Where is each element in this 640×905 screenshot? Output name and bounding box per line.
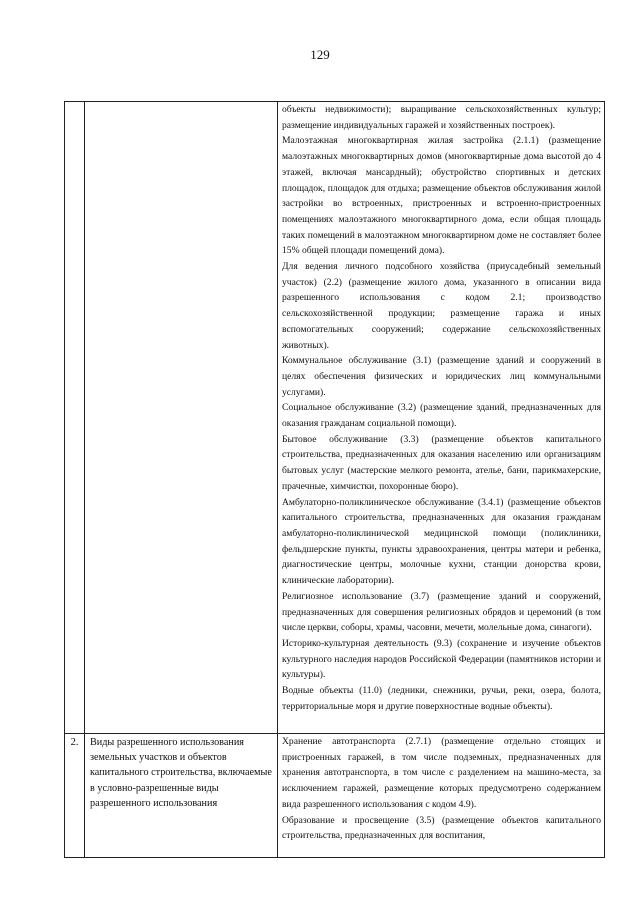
land-use-table — [64, 101, 605, 858]
land-use-entry: Коммунальное обслуживание (3.1) (размещение зданий и сооружений в целях обеспечения физических и юридических лиц коммунальными услугами). — [282, 355, 601, 398]
land-use-entry: Социальное обслуживание (3.2) (размещение зданий, предназначенных для оказания гражданам социальной помощи). — [282, 402, 601, 430]
row-number-cell — [65, 102, 85, 734]
land-use-entry: Бытовое обслуживание (3.3) (размещение объектов капитального строительства, предназначенных для оказания населению или организациям бытовых услуг (мастерские мелкого ремонта, ателье, бани, парикмахерские, прачечные, химчистки, похоронные бюро). — [282, 433, 601, 492]
row-name-cell: Виды разрешенного использования земельных участков и объектов капитального строительства, включаемые в условно-разрешенные виды разрешенного использования — [85, 734, 278, 858]
land-use-entry: объекты недвижимости); выращивание сельскохозяйственных культур; размещение индивидуальных гаражей и хозяйственных построек). — [282, 104, 601, 131]
page-number: 129 — [310, 47, 330, 62]
land-use-entry: Для ведения личного подсобного хозяйства (приусадебный земельный участок) (2.2) (размещение жилого дома, указанного в описании вида разрешенного использования с кодом 2.1; производство сельскохозяйственной продукции; размещение гаража и иных вспомогательных сооружений; содержание сельскохозяйственных животных). — [282, 261, 601, 351]
land-use-entry: Амбулаторно-поликлиническое обслуживание (3.4.1) (размещение объектов капитального строительства, предназначенных для оказания гражданам амбулаторно-поликлинической медицинской помощи (поликлиники, фельдшерские пункты, пункты здравоохранения, центры матери и ребенка, диагностические центры, молочные кухни, станции донорства крови, клинические лаборатории). — [282, 496, 601, 587]
row-number-cell: 2. — [65, 734, 85, 858]
land-use-entry: Религиозное использование (3.7) (размещение зданий и сооружений, предназначенных для совершения религиозных обрядов и церемоний (в том числе церкви, соборы, храмы, часовни, мечети, молельные дома, синагоги). — [282, 590, 601, 634]
land-use-entry: Хранение автотранспорта (2.7.1) (размещение отдельно стоящих и пристроенных гаражей, в том числе подземных, предназначенных для хранения автотранспорта, в том числе с разделением на машино-места, за исключением гаражей, размещение которых предусмотрено содержанием вида разрешенного использования с кодом 4.9). — [282, 736, 601, 810]
land-use-entry: Историко-культурная деятельность (9.3) (сохранение и изучение объектов культурного наследия народов Российской Федерации (памятников истории и культуры). — [282, 637, 601, 681]
row-content-cell — [278, 734, 605, 858]
row-name-cell — [85, 102, 278, 734]
row-content-cell — [278, 102, 605, 734]
table-row — [65, 102, 605, 734]
land-use-entry: Образование и просвещение (3.5) (размещение объектов капитального строительства, предназначенных для воспитания, — [282, 814, 601, 842]
table-row — [65, 734, 605, 858]
land-use-entry: Водные объекты (11.0) (ледники, снежники, ручьи, реки, озера, болота, территориальные моря и другие поверхностные водные объекты). — [282, 685, 601, 712]
land-use-entry: Малоэтажная многоквартирная жилая застройка (2.1.1) (размещение малоэтажных многоквартирных домов (многоквартирные дома высотой до 4 этажей, включая мансардный); обустройство спортивных и детских площадок, площадок для отдыха; размещение объектов обслуживания жилой застройки во встроенных, пристроенных и встроенно-пристроенных помещениях малоэтажного многоквартирного дома, если общая площадь таких помещений в малоэтажном многоквартирном доме не составляет более 15% общей площади помещений дома). — [282, 135, 601, 257]
